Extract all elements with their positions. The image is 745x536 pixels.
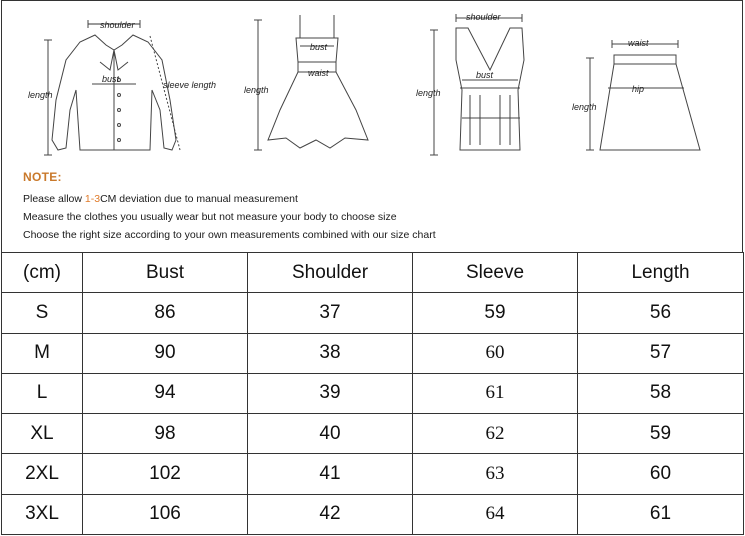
note-deviation [23,193,298,205]
sleeve-cell: 64 [413,494,578,534]
bust-cell: 94 [83,373,248,413]
header-unit: (cm) [2,253,83,293]
shirt-shoulder-label: shoulder [100,20,135,30]
size-cell: 3XL [2,494,83,534]
size-cell: L [2,373,83,413]
sleeve-cell: 60 [413,333,578,373]
size-cell: M [2,333,83,373]
measurement-diagrams [0,0,745,165]
bust-cell: 86 [83,293,248,333]
note-measure-clothes: Measure the clothes you usually wear but not measure your body to choose size [23,211,397,223]
note-deviation-pre: Please allow [23,193,85,205]
shoulder-cell: 38 [248,333,413,373]
table-row [2,373,744,413]
bust-cell: 106 [83,494,248,534]
header-sleeve: Sleeve [413,253,578,293]
header-bust: Bust [83,253,248,293]
table-header-row [2,253,744,293]
sleeve-cell: 63 [413,454,578,494]
skirt-length-label: length [572,102,597,112]
shoulder-cell: 40 [248,414,413,454]
sleeve-cell: 62 [413,414,578,454]
skirt-illustration [586,40,700,150]
size-table [1,252,744,535]
shirt-illustration [44,20,180,155]
note-choose-size: Choose the right size according to your own measurements combined with our size chart [23,229,436,241]
shirt-length-label: length [28,90,53,100]
note-title: NOTE: [23,170,62,184]
length-cell: 58 [578,373,744,413]
table-row [2,414,744,454]
table-row [2,494,744,534]
size-cell: S [2,293,83,333]
sleeve-cell: 61 [413,373,578,413]
tank-length-label: length [416,88,441,98]
dress-illustration [254,15,368,150]
table-row [2,293,744,333]
bust-cell: 98 [83,414,248,454]
bust-cell: 102 [83,454,248,494]
sleeve-cell: 59 [413,293,578,333]
length-cell: 57 [578,333,744,373]
table-row [2,333,744,373]
length-cell: 61 [578,494,744,534]
shoulder-cell: 37 [248,293,413,333]
table-row [2,454,744,494]
dress-waist-label: waist [308,68,329,78]
length-cell: 59 [578,414,744,454]
tank-bust-label: bust [476,70,494,80]
shirt-bust-label: bust [102,74,120,84]
header-length: Length [578,253,744,293]
shoulder-cell: 41 [248,454,413,494]
size-cell: XL [2,414,83,454]
dress-length-label: length [244,85,269,95]
length-cell: 56 [578,293,744,333]
skirt-waist-label: waist [628,38,649,48]
header-shoulder: Shoulder [248,253,413,293]
tank-shoulder-label: shoulder [466,12,501,22]
dress-bust-label: bust [310,42,328,52]
size-cell: 2XL [2,454,83,494]
shoulder-cell: 39 [248,373,413,413]
skirt-hip-label: hip [632,84,645,94]
bust-cell: 90 [83,333,248,373]
shoulder-cell: 42 [248,494,413,534]
note-deviation-post: CM deviation due to manual measurement [100,193,298,205]
note-deviation-range: 1-3 [84,193,101,205]
shirt-sleeve-label: sleeve length [163,80,217,90]
length-cell: 60 [578,454,744,494]
garment-illustrations [0,0,745,165]
tank-illustration [430,14,524,155]
